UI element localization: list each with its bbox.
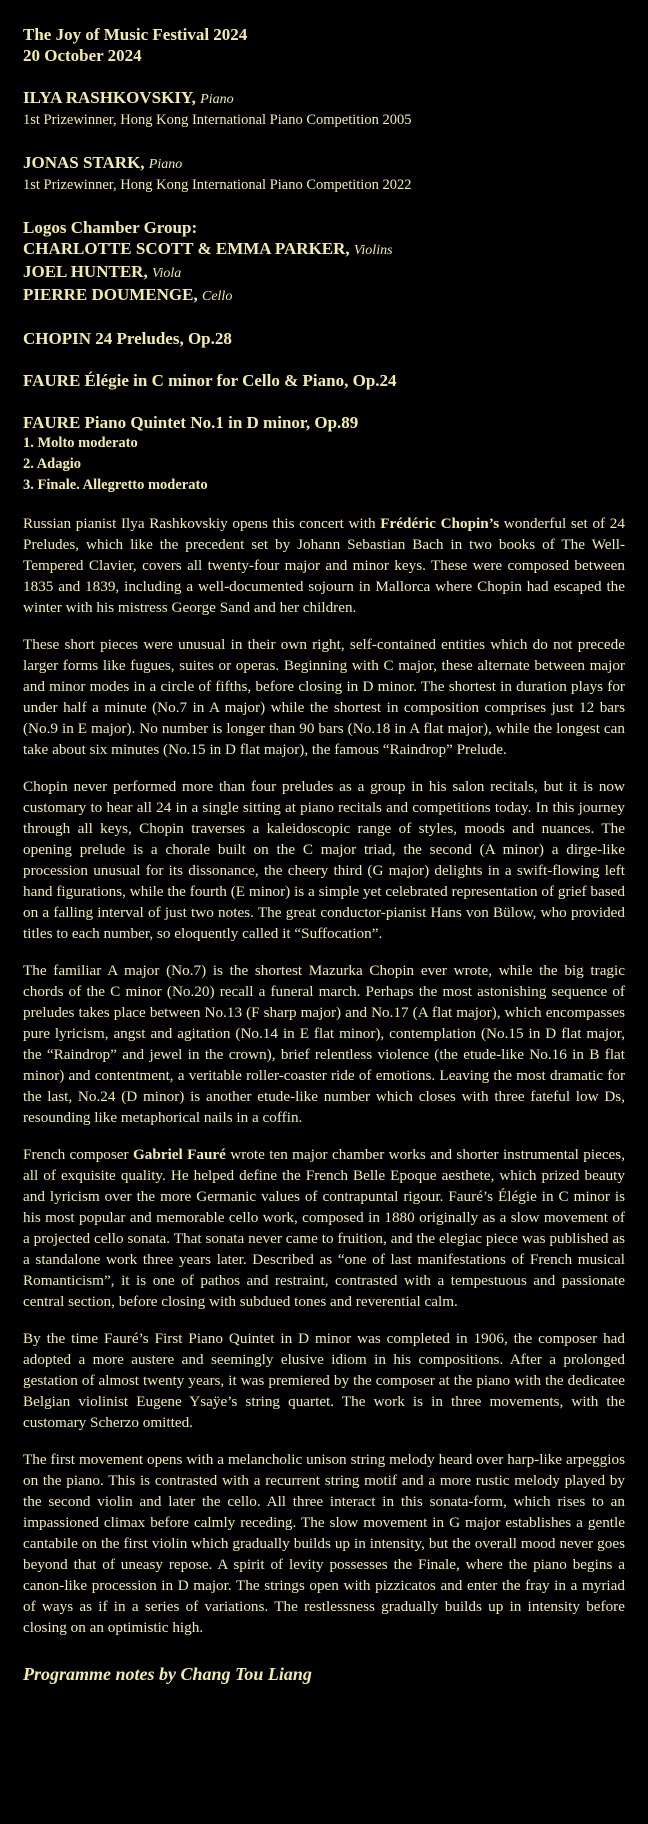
instrument-label: Viola	[151, 266, 182, 281]
note-paragraph: Chopin never performed more than four preludes as a group in his salon recitals, but it is now customary to hear all 24 in a single sitting at piano recitals and competitions today. In this journey through all keys, Chopin traverses a kaleidoscopic range of styles, moods and nuances. The opening prelude is a chorale built on the C major triad, the second (A minor) a dirge-like procession unusual for its dissonance, the cheery third (G major) delights in a swift-flowing left hand figurations, while the fourth (E minor) is a simple yet celebrated representation of grief based on a falling interval of just two notes. The great conductor-pianist Hans von Bülow, who provided titles to each number, so eloquently called it “Suffocation”.	[23, 778, 625, 942]
note-paragraph: French composer Gabriel Fauré wrote ten major chamber works and shorter instrumental pieces, all of exquisite quality. He helped define the French Belle Epoque aesthete, which prized beauty and lyricism over the more Germanic values of contrapuntal rigour. Fauré’s Élégie in C minor is his most popular and memorable cello work, composed in 1880 originally as a slow movement of a projected cello sonata. That sonata never came to fruition, and the elegiac piece was published as a standalone work three years later. Described as “one of last manifestations of French musical Romanticism”, it is one of pathos and restraint, contrasted with a tempestuous and passionate central section, before closing with subdued tones and reverential calm.	[23, 1146, 626, 1310]
instrument-label: Piano	[148, 157, 183, 172]
composer-name: Frédéric Chopin’s	[380, 515, 500, 532]
note-paragraph: The familiar A major (No.7) is the shortest Mazurka Chopin ever wrote, while the big tragic chords of the C minor (No.20) recall a funeral march. Perhaps the most astonishing sequence of preludes takes place between No.13 (F sharp major) and No.17 (A flat major), which encompasses pure lyricism, angst and agitation (No.14 in E flat minor), contemplation (No.15 in D flat major, the “Raindrop” and jewel in the crown), brief relentless violence (the etude-like No.16 in B flat minor) and contentment, a veritable roller-coaster ride of emotions. Leaving the most dramatic for the last, No.24 (D minor) is another etude-like number which closes with three fateful low Ds, resounding like metaphorical nails in a coffin.	[23, 962, 625, 1126]
movement-item: 3. Finale. Allegretto moderato	[23, 477, 208, 493]
festival-title: The Joy of Music Festival 2024	[23, 25, 248, 44]
programme-item: CHOPIN 24 Preludes, Op.28	[23, 329, 232, 348]
performer-name: JONAS STARK, Piano	[23, 153, 183, 172]
performer-award: 1st Prizewinner, Hong Kong International Piano Competition 2005	[23, 112, 412, 128]
performer-name: ILYA RASHKOVSKIY, Piano	[23, 88, 234, 107]
festival-date: 20 October 2024	[23, 46, 142, 65]
ensemble-member: PIERRE DOUMENGE, Cello	[23, 285, 233, 304]
performer-award: 1st Prizewinner, Hong Kong International Piano Competition 2022	[23, 177, 412, 193]
notes-credit: Programme notes by Chang Tou Liang	[23, 1664, 312, 1684]
movement-item: 2. Adagio	[23, 456, 82, 472]
instrument-label: Cello	[201, 289, 233, 304]
composer-name: Gabriel Fauré	[132, 1146, 226, 1163]
ensemble-member: CHARLOTTE SCOTT & EMMA PARKER, Violins	[23, 239, 393, 258]
ensemble-title: Logos Chamber Group:	[23, 218, 198, 237]
programme-item: FAURE Élégie in C minor for Cello & Piano, Op.24	[23, 371, 397, 390]
ensemble-member: JOEL HUNTER, Viola	[23, 262, 182, 281]
movement-item: 1. Molto moderato	[23, 435, 138, 451]
instrument-label: Piano	[200, 92, 234, 107]
programme-item: FAURE Piano Quintet No.1 in D minor, Op.89	[23, 413, 359, 432]
note-paragraph: Russian pianist Ilya Rashkovskiy opens this concert with Frédéric Chopin’s wonderful set of 24 Preludes, which like the precedent set by Johann Sebastian Bach in two books of The Well-Tempered Clavier, covers all twenty-four major and minor keys. These were composed between 1835 and 1839, including a well-documented sojourn in Mallorca where Chopin had escaped the winter with his mistress George Sand and her children.	[23, 515, 625, 616]
note-paragraph: By the time Fauré’s First Piano Quintet in D minor was completed in 1906, the composer had adopted a more austere and seemingly elusive idiom in his compositions. After a prolonged gestation of almost twenty years, it was premiered by the composer at the piano with the dedicatee Belgian violinist Eugene Ysaÿe’s string quartet. The work is in three movements, with the customary Scherzo omitted.	[23, 1330, 625, 1431]
instrument-label: Violins	[353, 243, 393, 258]
note-paragraph: These short pieces were unusual in their own right, self-contained entities which do not precede larger forms like fugues, suites or operas. Beginning with C major, these alternate between major and minor modes in a circle of fifths, before closing in D minor. The shortest in duration plays for under half a minute (No.7 in A major) while the shortest in composition comprises just 12 bars (No.9 in E major). No number is longer than 90 bars (No.18 in A flat major), while the longest can take about six minutes (No.15 in D flat major), the famous “Raindrop” Prelude.	[23, 636, 625, 758]
note-paragraph: The first movement opens with a melancholic unison string melody heard over harp-like arpeggios on the piano. This is contrasted with a recurrent string motif and a more rustic melody played by the second violin and later the cello. All three interact in this sonata-form, which rises to an impassioned climax before calmly receding. The slow movement in G major establishes a gentle cantabile on the first violin which gradually builds up in intensity, but the overall mood never goes beyond that of uneasy repose. A spirit of levity possesses the Finale, where the piano begins a canon-like procession in D major. The strings open with pizzicatos and enter the fray in a myriad of ways as if in a series of variations. The restlessness gradually builds up in intensity before closing on an optimistic high.	[23, 1451, 625, 1636]
